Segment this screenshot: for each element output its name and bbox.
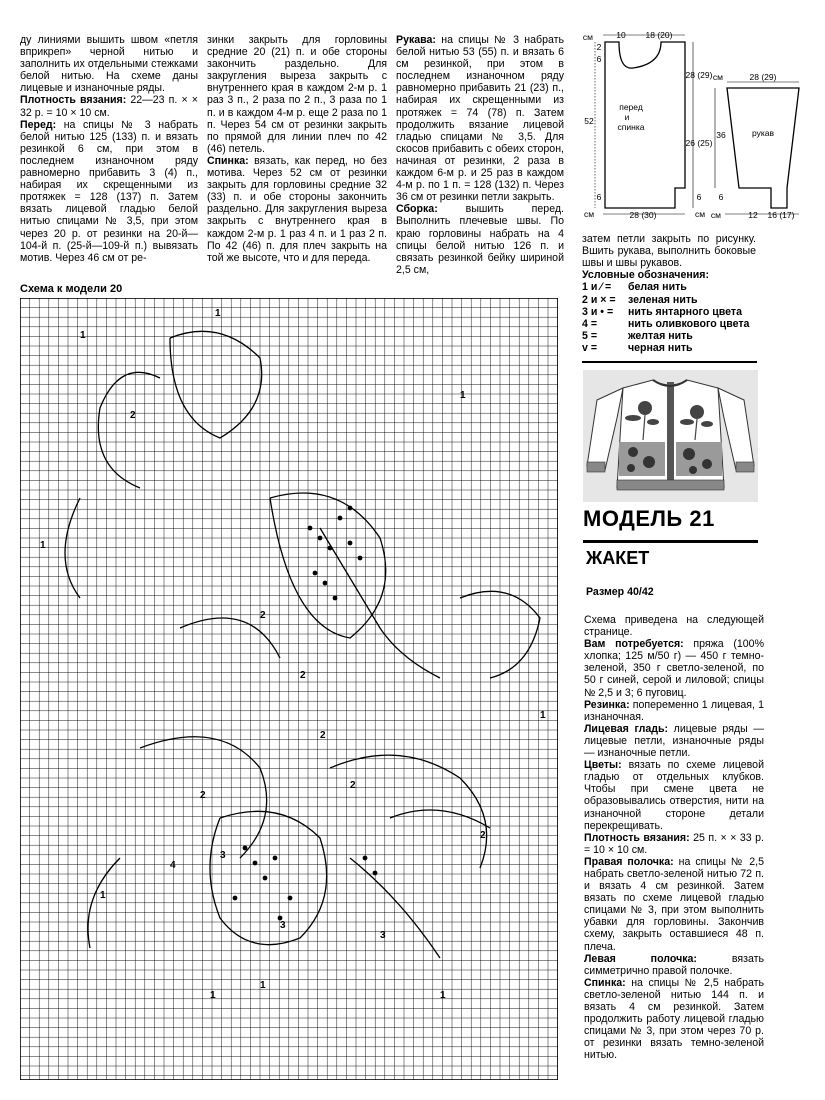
chart-symbol: 1	[210, 990, 216, 1001]
dim-label: см	[583, 209, 595, 219]
chart-symbol: 4	[170, 860, 176, 871]
paragraph: зинки закрыть для горловины средние 20 (21) п. и обе стороны закончить раздельно. Для закругления выреза закрыть с внутреннего края в каждом 2-м р. 1 раз 3 п., 2 раза по 2 п., 3 раза по 1 п. и в каждом 4-м р. еще 2 раза по 1 п. Через 54 см от резинки закрыть по прямой для линии плеч по 42 (46) петель.	[207, 34, 387, 155]
paragraph: Спинка: вязать, как перед, но без мотива. Через 52 см от резинки закрыть для горловины средние 32 (33) п. и обе стороны закончить раздельно. Для закругления выреза закрыть с внутреннего края в каждом 2-м р. 1 раз 4 п. и 1 раз 2 п. По 42 (46) п. для плеч закрыть на той же высоте, что и для переда.	[207, 154, 387, 264]
legend	[582, 281, 756, 354]
chart-symbol: 3	[380, 930, 386, 941]
piece-label: спинка	[617, 122, 645, 132]
dim-label: 2	[596, 42, 602, 52]
divider	[583, 540, 758, 543]
chart-symbol: 1	[260, 980, 266, 991]
chart-symbol: 2	[200, 790, 206, 801]
paragraph: Схема приведена на следующей странице.	[584, 614, 764, 639]
dim-label: 28 (30)	[629, 210, 657, 220]
dim-label: 28 (29)	[749, 72, 777, 82]
garment-title: ЖАКЕТ	[586, 548, 650, 568]
text-column-5	[584, 614, 764, 1061]
chart-symbol: 2	[320, 730, 326, 741]
model-title: МОДЕЛЬ 21	[583, 506, 715, 531]
text-column-3	[396, 34, 564, 276]
chart-symbol: 2	[480, 830, 486, 841]
chart-symbol: 1	[540, 710, 546, 721]
legend-item: v = черная нить	[582, 342, 693, 355]
knitting-chart	[20, 298, 558, 1080]
sleeve-outline	[727, 88, 799, 208]
paragraph: Рукава: на спицы № 3 набрать белой нитью 53 (55) п. и вязать 6 см резинкой, при этом в последнем изнаночном ряду равномерно прибавить 21 (23) п., набирая их скрещенными из протяжек = 74 (78) п. Затем продолжить вязание лицевой гладью спицами № 3,5. Для скосов прибавить с обеих сторон, начиная от резинки, 2 раза в каждом 6-м р. и 25 раз в каждом 4-м р. по 1 п. = 128 (132) п. Через 36 см от резинки петли закрыть.	[396, 34, 564, 204]
pattern-diagrams	[575, 28, 810, 228]
dim-label: 52	[584, 116, 594, 126]
legend-title: Условные обозначения:	[582, 269, 709, 282]
piece-label: и	[624, 112, 630, 122]
chart-symbol: 2	[260, 610, 266, 621]
dim-label: 6	[718, 192, 724, 202]
text-column-2	[207, 34, 387, 264]
piece-label: рукав	[751, 128, 775, 138]
jacket-illustration	[583, 370, 758, 502]
paragraph: Резинка: попеременно 1 лицевая, 1 изнаночная.	[584, 698, 764, 723]
legend-item: 4 = нить оливкового цвета	[582, 317, 750, 330]
dim-label: 6	[596, 54, 602, 64]
paragraph: Перед: на спицы № 3 набрать белой нитью 125 (133) п. и вязать резинкой 6 см, при этом в последнем изнаночном ряду равномерно прибавить 3 (4) п., набирая их скрещенными из протяжек = 128 (137) п. Затем вязать лицевой гладью белой нитью спицами № 3,5, при этом через 20 р. от резинки на 20-й—104-й п. (25-й—109-й п.) вывязать мотив. Через 46 см от ре-	[20, 118, 198, 264]
chart-symbol: 1	[440, 990, 446, 1001]
dim-label: 6	[696, 192, 702, 202]
dim-label: 26 (25)	[685, 138, 713, 148]
legend-item: 3 и • = нить янтарного цвета	[582, 305, 742, 318]
dim-label: 16 (17)	[767, 210, 795, 220]
paragraph: Цветы: вязать по схеме лицевой гладью от отдельных клубков. Чтобы при смене цвета не образовывались отверстия, нити на изнаночной стороне детали перекрещивать.	[584, 759, 764, 832]
dim-label: см	[695, 209, 706, 219]
paragraph: Лицевая гладь: лицевые ряды — лицевые петли, изнаночные ряды — изнаночные петли.	[584, 722, 764, 760]
chart-symbol: 2	[130, 410, 136, 421]
chart-symbol: 1	[460, 390, 466, 401]
chart-symbol: 1	[80, 330, 86, 341]
divider	[582, 361, 757, 363]
dim-label: см	[582, 32, 593, 42]
dim-label: 6	[596, 192, 602, 202]
size-label: Размер 40/42	[586, 586, 654, 598]
chart-symbol: 2	[350, 780, 356, 791]
piece-label: перед	[619, 102, 643, 112]
paragraph: Плотность вязания: 25 п. × × 33 р. = 10 × 10 см.	[584, 831, 764, 856]
paragraph: Вам потребуется: пряжа (100% хлопка; 125 м/50 г) — 450 г темно-зеленой, 350 г светло-зеленой, по 50 г синей, серой и лиловой; спицы № 2,5 и 3; 6 пуговиц.	[584, 638, 764, 699]
chart-symbol: 2	[300, 670, 306, 681]
paragraph: Сборка: вышить перед. Выполнить плечевые швы. По краю горловины набрать на 4 спицы белой нитью 126 п. и связать резинкой бейку шириной 2,5 см,	[396, 203, 564, 276]
dim-label: см	[710, 210, 721, 220]
paragraph: Спинка: на спицы № 2,5 набрать светло-зеленой нитью 144 п. и вязать 4 см резинкой. Затем продолжить работу лицевой гладью спицами № 3, при этом через 70 р. от резинки вязать темно-зеленой нитью.	[584, 976, 764, 1062]
paragraph: Правая полочка: на спицы № 2,5 набрать светло-зеленой нитью 72 п. и вязать 4 см резинкой. Затем вязать по схеме лицевой гладью спицами № 3, при этом выполнить убавки для горловины. Закончив схему, закрыть оставшиеся 48 п. плеча.	[584, 855, 764, 953]
paragraph: затем петли закрыть по рисунку. Вшить рукава, выполнить боковые швы и швы рукавов.	[582, 233, 756, 270]
chart-symbol: 3	[220, 850, 226, 861]
schema-title: Схема к модели 20	[20, 283, 123, 295]
legend-item: 1 и ⁄ = белая нить	[582, 281, 687, 294]
dim-label: 36	[716, 130, 726, 140]
chart-symbol: 1	[100, 890, 106, 901]
paragraph: Левая полочка: вязать симметрично правой полочке.	[584, 952, 764, 977]
text-column-1	[20, 34, 198, 264]
chart-symbol: 1	[40, 540, 46, 551]
legend-item: 5 = желтая нить	[582, 330, 693, 343]
text-column-4	[582, 233, 756, 355]
chart-symbol: 3	[280, 920, 286, 931]
legend-item: 2 и × = зеленая нить	[582, 293, 698, 306]
dim-label: 28 (29)	[685, 70, 713, 80]
dim-label: 12	[748, 210, 758, 220]
dim-label: 10	[616, 30, 626, 40]
dim-label: см	[712, 72, 723, 82]
chart-symbol: 1	[215, 308, 221, 319]
dim-label: 18 (20)	[645, 30, 673, 40]
paragraph: Плотность вязания: 22—23 п. × × 32 р. = 10 × 10 см.	[20, 94, 198, 119]
paragraph: ду линиями вышить швом «петля вприкреп» черной нитью и заполнить их отдельными стежками белой нитью. На схеме даны лицевые и изнаночные ряды.	[20, 34, 198, 95]
